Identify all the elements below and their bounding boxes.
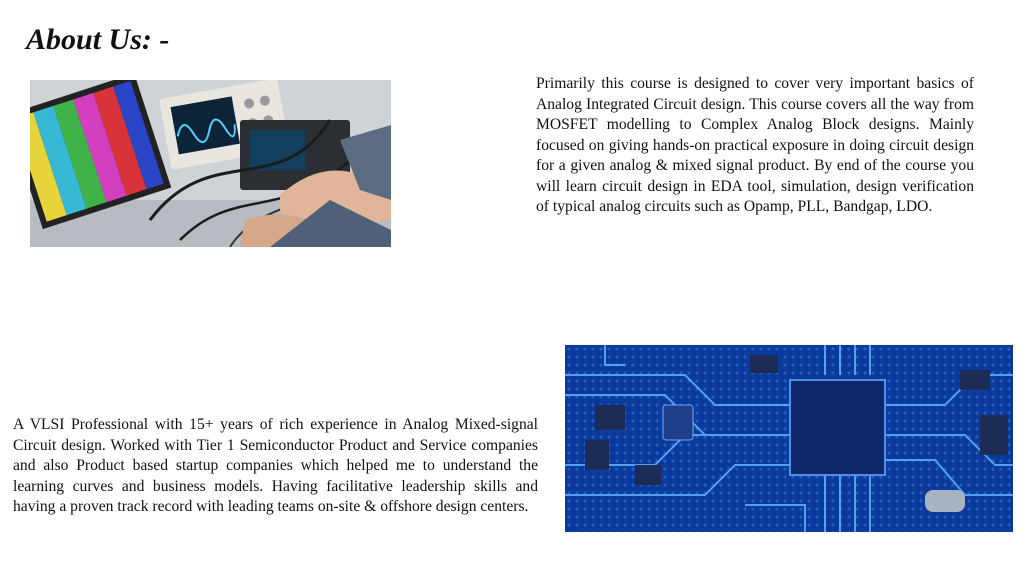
circuit-board-photo xyxy=(565,345,1013,532)
instructor-profile: A VLSI Professional with 15+ years of rich experience in Analog Mixed-signal Circuit design. Worked with Tier 1 Semiconductor Product and Service companies and also Product based startup companies which helped me to understand the learning curves and business models. Having facilitative leadership skills and having a proven track record with leading teams on-site & offshore design centers. xyxy=(13,416,538,515)
course-description: Primarily this course is designed to cover very important basics of Analog Integrated Circuit design. This course covers all the way from MOSFET modelling to Complex Analog Block designs. Mainly focused on giving hands-on practical exposure in doing circuit design for a given analog & mixed signal product. By end of the course you will learn circuit design in EDA tool, simulation, design verification of typical analog circuits such as Opamp, PLL, Bandgap, LDO. xyxy=(536,75,974,215)
page-title: About Us: - xyxy=(26,23,170,56)
lab-equipment-photo xyxy=(30,80,391,247)
